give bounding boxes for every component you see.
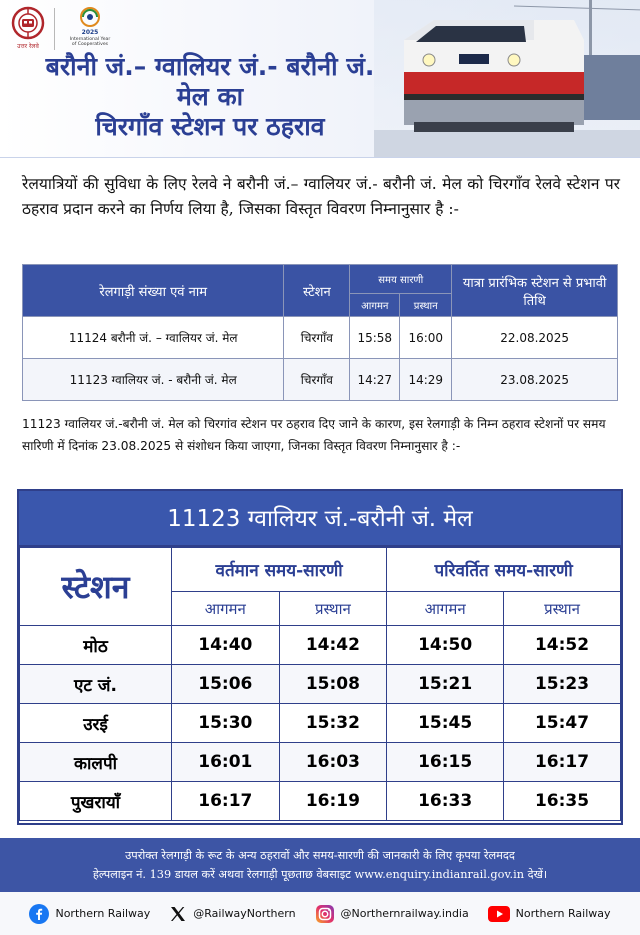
social-facebook[interactable] (29, 904, 150, 924)
cell-current-departure: 16:03 (279, 743, 387, 782)
social-x[interactable] (169, 905, 295, 923)
title-line-2: मेल का (176, 82, 244, 111)
cell-station: कालपी (20, 743, 172, 782)
revised-timetable-title: 11123 ग्वालियर जं.-बरौनी जं. मेल (19, 491, 621, 547)
facebook-label: Northern Railway (55, 907, 151, 920)
cell-station: चिरगाँव (284, 317, 350, 359)
social-instagram[interactable] (315, 904, 469, 924)
cell-current-arrival: 15:30 (172, 704, 280, 743)
cell-current-arrival: 16:01 (172, 743, 280, 782)
cell-train: 11124 बरौनी जं. – ग्वालियर जं. मेल (23, 317, 284, 359)
table-row (20, 665, 621, 704)
helpline-line-1: उपरोक्त रेलगाड़ी के रूट के अन्य ठहरावों और समय-सारणी की जानकारी के लिए कृपया रेलमदद (125, 849, 515, 862)
x-icon (169, 905, 187, 923)
northern-railway-logo (8, 6, 48, 52)
col-header-station: स्टेशन (20, 548, 172, 626)
col-header-revised-arrival: आगमन (387, 592, 504, 626)
helpline-footer (0, 838, 640, 892)
cell-departure: 14:29 (400, 359, 452, 401)
x-label: @RailwayNorthern (193, 907, 296, 920)
cell-station: चिरगाँव (284, 359, 350, 401)
col-header-current-arrival: आगमन (172, 592, 280, 626)
col-header-train: रेलगाड़ी संख्या एवं नाम (23, 265, 284, 317)
logo-coop-text-line-2: of Cooperatives (71, 42, 109, 48)
cell-arrival: 14:27 (350, 359, 400, 401)
col-header-departure: प्रस्थान (400, 294, 452, 317)
cell-current-arrival: 14:40 (172, 626, 280, 665)
logo-nr-text: उत्तर रेलवे (17, 43, 39, 50)
cell-revised-arrival: 15:45 (387, 704, 504, 743)
title-line-1: बरौनी जं.– ग्वालियर जं.- बरौनी जं. (45, 52, 375, 81)
cell-revised-arrival: 15:21 (387, 665, 504, 704)
cell-revised-departure: 16:17 (504, 743, 621, 782)
social-bar (0, 892, 640, 935)
intro-paragraph: रेलयात्रियों की सुविधा के लिए रेलवे ने बरौनी जं.– ग्वालियर जं.- बरौनी जं. मेल को चिरगाँव रेलवे स्टेशन पर ठहराव प्रदान करने का निर्णय लिया है, जिसका विस्तृत विवरण निम्नानुसार है :- (22, 175, 620, 218)
cell-current-departure: 15:32 (279, 704, 387, 743)
col-header-effective: यात्रा प्रारंभिक स्टेशन से प्रभावी तिथि (452, 265, 618, 317)
cell-revised-departure: 16:35 (504, 782, 621, 821)
cell-revised-departure: 15:47 (504, 704, 621, 743)
logo-coop-text (70, 37, 111, 48)
cooperatives-emblem-icon (79, 6, 101, 28)
cell-revised-departure: 14:52 (504, 626, 621, 665)
col-header-station: स्टेशन (284, 265, 350, 317)
cell-date: 23.08.2025 (452, 359, 618, 401)
table-row (23, 359, 618, 401)
social-youtube[interactable] (488, 906, 611, 922)
cell-station: उरई (20, 704, 172, 743)
col-header-revised: परिवर्तित समय-सारणी (387, 548, 621, 592)
table-row (20, 782, 621, 821)
railway-emblem-icon (11, 6, 45, 40)
cell-revised-arrival: 14:50 (387, 626, 504, 665)
cell-station: मोठ (20, 626, 172, 665)
youtube-icon (488, 906, 510, 922)
cooperatives-logo (61, 6, 119, 48)
youtube-label: Northern Railway (515, 907, 611, 920)
facebook-icon (29, 904, 49, 924)
revised-timetable-table (19, 547, 621, 821)
revised-timetable (17, 489, 623, 825)
col-header-revised-departure: प्रस्थान (504, 592, 621, 626)
table-row (20, 704, 621, 743)
col-header-arrival: आगमन (350, 294, 400, 317)
cell-current-arrival: 16:17 (172, 782, 280, 821)
cell-current-arrival: 15:06 (172, 665, 280, 704)
cell-train: 11123 ग्वालियर जं. - बरौनी जं. मेल (23, 359, 284, 401)
helpline-line-2: हेल्पलाइन नं. 139 डायल करें अथवा रेलगाड़ी पूछताछ वेबसाइट www.enquiry.indianrail.gov.in देखें। (92, 868, 548, 881)
col-header-current: वर्तमान समय-सारणी (172, 548, 387, 592)
revision-note: 11123 ग्वालियर जं.-बरौनी जं. मेल को चिरगांव स्टेशन पर ठहराव दिए जाने के कारण, इस रेलगाड़ी के निम्न ठहराव स्टेशनों पर समय सारिणी में दिनांक 23.08.2025 से संशोधन किया जाएगा, जिनका विस्तृत विवरण निम्नानुसार है :- (22, 417, 606, 453)
logo-coop-text-line-1: International Year (69, 37, 111, 42)
cell-current-departure: 16:19 (279, 782, 387, 821)
cell-revised-departure: 15:23 (504, 665, 621, 704)
cell-date: 22.08.2025 (452, 317, 618, 359)
cell-current-departure: 15:08 (279, 665, 387, 704)
col-header-current-departure: प्रस्थान (279, 592, 387, 626)
page-title (0, 52, 420, 142)
instagram-icon (315, 904, 335, 924)
cell-station: पुखरायाँ (20, 782, 172, 821)
logo-coop-year: 2025 (81, 29, 99, 36)
title-line-3: चिरगाँव स्टेशन पर ठहराव (95, 112, 325, 141)
cell-departure: 16:00 (400, 317, 452, 359)
cell-current-departure: 14:42 (279, 626, 387, 665)
header-banner (0, 0, 640, 158)
table-row (23, 317, 618, 359)
instagram-label: @Northernrailway.india (340, 907, 469, 920)
logo-divider (54, 8, 55, 50)
cell-arrival: 15:58 (350, 317, 400, 359)
table-row (20, 626, 621, 665)
cell-revised-arrival: 16:33 (387, 782, 504, 821)
table-row (20, 743, 621, 782)
col-header-timetable: समय सारणी (350, 265, 452, 294)
header-divider (0, 157, 640, 158)
cell-revised-arrival: 16:15 (387, 743, 504, 782)
stoppage-table (22, 264, 618, 401)
cell-station: एट जं. (20, 665, 172, 704)
logos (8, 6, 119, 52)
